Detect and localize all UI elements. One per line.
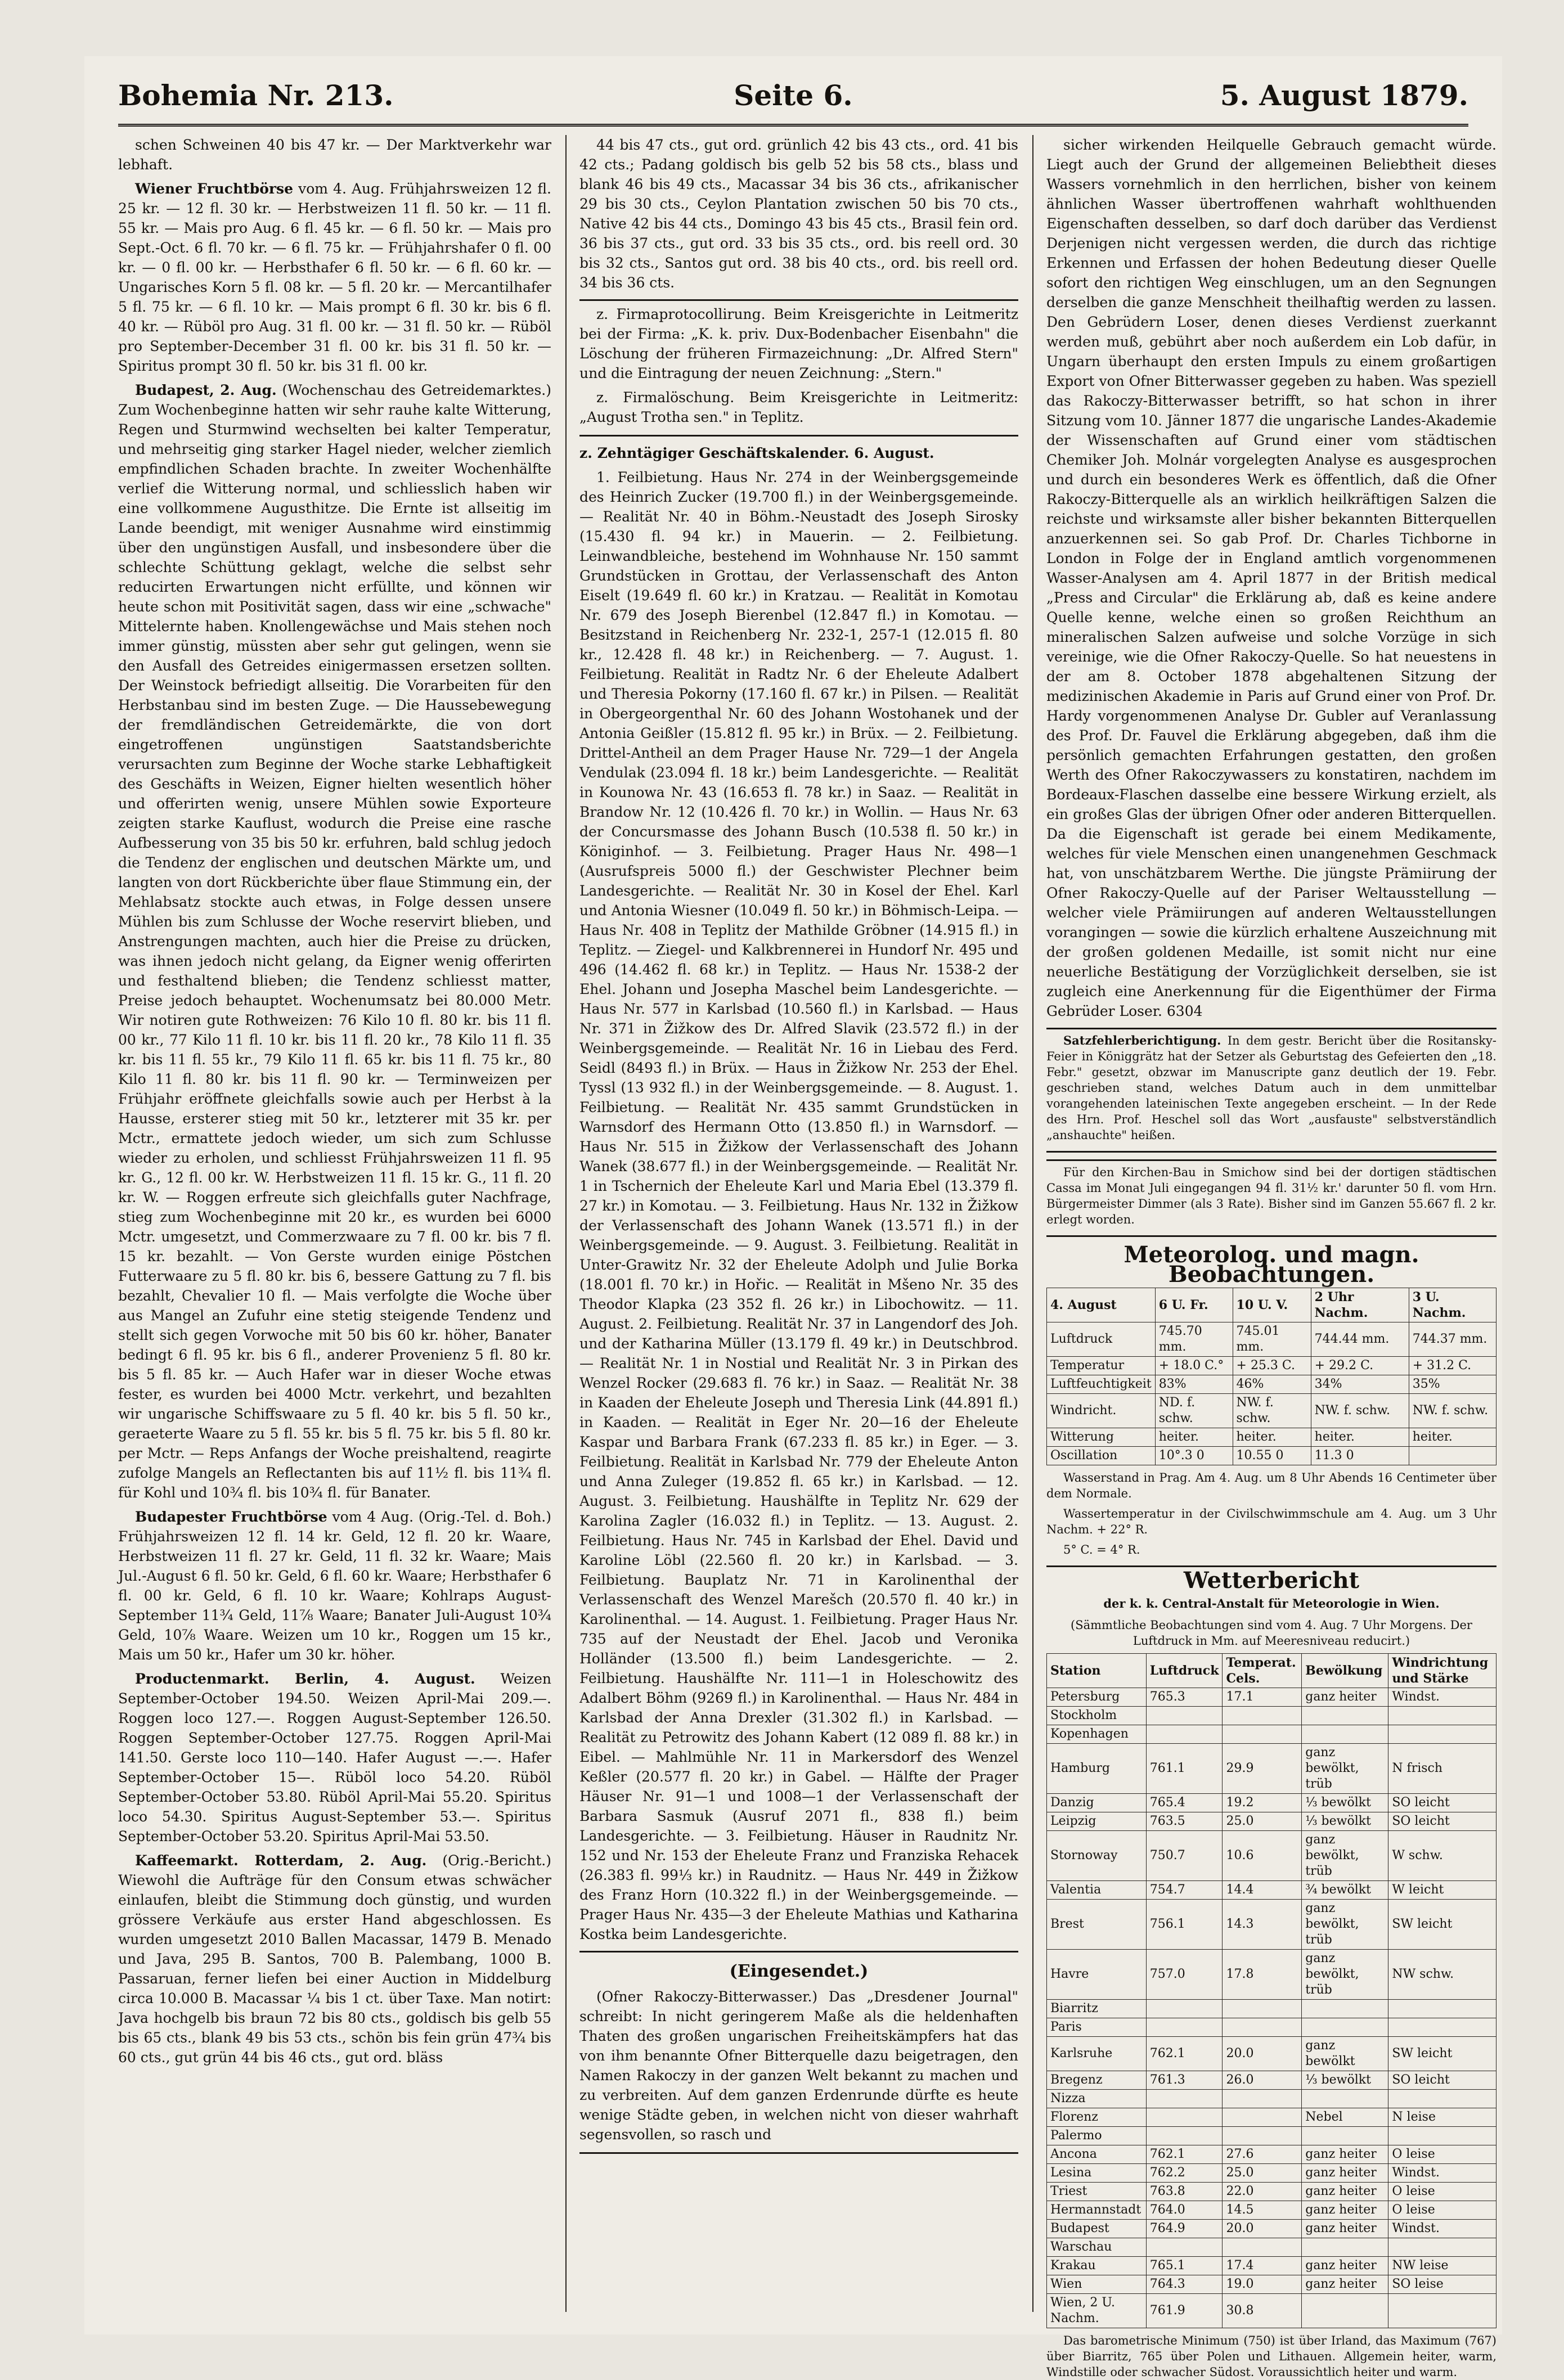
weather-cell: Bregenz xyxy=(1047,2071,1147,2090)
weather-cell xyxy=(1223,2000,1302,2018)
weather-cell xyxy=(1302,1707,1388,1725)
weather-cell: 19.2 xyxy=(1223,1794,1302,1812)
weather-cell: Hamburg xyxy=(1047,1744,1147,1794)
meteo-cell: + 25.3 C. xyxy=(1233,1357,1311,1375)
weather-cell: SO leicht xyxy=(1388,2071,1496,2090)
weather-report-title: Wetterbericht xyxy=(1046,1565,1496,1590)
table-row xyxy=(1047,1744,1496,1794)
weather-cell: 756.1 xyxy=(1146,1900,1223,1950)
table-row xyxy=(1047,2071,1496,2090)
table-header-cell: Station xyxy=(1047,1654,1147,1688)
table-row xyxy=(1047,2294,1496,2328)
column-1 xyxy=(118,135,551,2312)
weather-cell: 765.4 xyxy=(1146,1794,1223,1812)
weather-cell: Nebel xyxy=(1302,2108,1388,2127)
meteo-cell: 46% xyxy=(1233,1375,1311,1394)
table-row xyxy=(1047,1900,1496,1950)
weather-cell: Stockholm xyxy=(1047,1707,1147,1725)
table-row xyxy=(1047,2164,1496,2183)
erratum-title: Satzfehlerberichtigung. xyxy=(1063,1033,1221,1047)
meteo-cell: 35% xyxy=(1409,1375,1496,1394)
weather-cell: Florenz xyxy=(1047,2108,1147,2127)
calendar-body: 1. Feilbietung. Haus Nr. 274 in der Weinbergsgemeinde des Heinrich Zucker (19.700 fl.) in der Weinbergsgemeinde. — Realität Nr. 40 in Böhm.-Neustadt des Joseph Sirosky (15.430 fl. 94 kr.) in Mauerin. — 2. Feilbietung. Leinwandbleiche, bestehend im Wohnhause Nr. 150 sammt Grundstücken in Grottau, der Verlassenschaft des Anton Eiselt (19.649 fl. 60 kr.) in Kratzau. — Realität in Komotau Nr. 679 des Joseph Bierenbel (12.847 fl.) in Komotau. — Besitzstand in Reichenberg Nr. 232-1, 257-1 (12.015 fl. 80 kr., 12.428 fl. 48 kr.) in Reichenberg. — 7. August. 1. Feilbietung. Realität in Radtz Nr. 6 der Eheleute Adalbert und Theresia Pokorny (17.160 fl. 67 kr.) in Pilsen. — Realität in Obergeorgenthal Nr. 60 des Johann Wostohanek und der Antonia Geißler (15.812 fl. 95 kr.) in Brüx. — 2. Feilbietung. Drittel-Antheil an dem Prager Hause Nr. 729—1 der Angela Vendulak (23.094 fl. 18 kr.) beim Landesgerichte. — Realität in Kounowa Nr. 43 (16.653 fl. 78 kr.) in Saaz. — Realität in Brandow Nr. 12 (10.426 fl. 70 kr.) in Wollin. — Haus Nr. 63 der Concursmasse des Johann Busch (10.538 fl. 50 kr.) in Königinhof. — 3. Feilbietung. Prager Haus Nr. 498—1 (Ausrufspreis 5000 fl.) der Geschwister Plechner beim Landesgerichte. — Realität Nr. 30 in Kosel der Ehel. Karl und Antonia Wiesner (10.049 fl. 50 kr.) in Böhmisch-Leipa. — Haus Nr. 408 in Teplitz der Mathilde Gröbner (14.915 fl.) in Teplitz. — Ziegel- und Kalkbrennerei in Hundorf Nr. 495 und 496 (14.462 fl. 68 kr.) in Teplitz. — Haus Nr. 1538-2 der Ehel. Johann und Josepha Maschel beim Landesgerichte. — Haus Nr. 577 in Karlsbad (10.560 fl.) in Karlsbad. — Haus Nr. 371 in Žižkow des Dr. Alfred Slavik (23.572 fl.) in der Weinbergsgemeinde. — Realität Nr. 16 in Liebau des Ferd. Seidl (8493 fl.) in Brüx. — Haus in Žižkow Nr. 253 der Ehel. Tyssl (13 932 fl.) in der Weinbergsgemeinde. — 8. August. 1. Feilbietung. — Realität Nr. 435 sammt Grundstücken in Warnsdorf des Hermann Otto (13.850 fl.) in Warnsdorf. — Haus Nr. 515 in Žižkow der Verlassenschaft des Johann Wanek (38.677 fl.) in der Weinbergsgemeinde. — Realität Nr. 1 in Tschernich der Eheleute Karl und Maria Ebel (13.379 fl. 27 kr.) in Komotau. — 3. Feilbietung. Haus Nr. 132 in Žižkow der Verlassenschaft des Johann Wanek (13.571 fl.) in der Weinbergsgemeinde. — 9. August. 3. Feilbietung. Realität in Unter-Grawitz Nr. 32 der Eheleute Adolph und Julie Borka (18.001 fl. 70 kr.) in Hořic. — Realität in Mšeno Nr. 35 des Theodor Klapka (23 352 fl. 26 kr.) in Libochowitz. — 11. August. 2. Feilbietung. Realität Nr. 37 in Langendorf des Joh. und der Katharina Müller (13.179 fl. 49 kr.) in Deutschbrod. — Realität Nr. 1 in Nostial und Realität Nr. 3 in Pirkan des Wenzel Rocker (29.683 fl. 76 kr.) in Saaz. — Realität Nr. 38 in Kaaden der Eheleute Joseph und Theresia Link (44.891 fl.) in Kaaden. — Realität in Eger Nr. 20—16 der Eheleute Kaspar und Barbara Frank (67.233 fl. 85 kr.) in Eger. — 3. Feilbietung. Realität in Karlsbad Nr. 779 der Eheleute Anton und Anna Zuleger (19.852 fl. 65 kr.) in Karlsbad. — 12. August. 3. Feilbietung. Haushälfte in Teplitz Nr. 629 der Karolina Zagler (16.032 fl.) in Teplitz. — 13. August. 2. Feilbietung. Haus Nr. 745 in Karlsbad der Ehel. David und Karoline Löbl (22.560 fl. 20 kr.) in Karlsbad. — 3. Feilbietung. Bauplatz Nr. 71 in Karolinenthal der Verlassenschaft des Wenzel Marešch (20.570 fl. 40 kr.) in Karolinenthal. — 14. August. 1. Feilbietung. Prager Haus Nr. 735 auf der Neustadt der Ehel. Jacob und Veronika Holländer (13.500 fl.) beim Landesgerichte. — 2. Feilbietung. Haushälfte Nr. 111—1 in Holeschowitz des Adalbert Böhm (9269 fl.) in Karolinenthal. — Haus Nr. 484 in Karlsbad der Anna Drexler (31.302 fl.) in Karlsbad. — Realität zu Petrowitz des Johann Kabert (12 089 fl. 88 kr.) in Eibel. — Mahlmühle Nr. 11 in Markersdorf des Wenzel Keßler (20.577 fl. 20 kr.) in Gabel. — Hälfte der Prager Häuser Nr. 91—1 und 1008—1 der Verlassenschaft der Barbara Sasmuk (Ausruf 2071 fl., 838 fl.) beim Landesgerichte. — 3. Feilbietung. Häuser in Raudnitz Nr. 152 und Nr. 153 der Eheleute Franz und Franziska Rehacek (26.383 fl. 99⅓ kr.) in Raudnitz. — Haus Nr. 449 in Žižkow des Franz Horn (10.322 fl.) in der Weinbergsgemeinde. — Prager Haus Nr. 435—3 der Eheleute Mathias und Katharina Kostka beim Landesgerichte. xyxy=(579,469,1018,1942)
weather-cell: ganz heiter xyxy=(1302,2145,1388,2164)
article-budapest xyxy=(118,380,551,1502)
meteo-cell: heiter. xyxy=(1311,1428,1409,1447)
weather-cell: 757.0 xyxy=(1146,1950,1223,2000)
water-level: Wasserstand in Prag. Am 4. Aug. um 8 Uhr Abends 16 Centimeter über dem Normale. xyxy=(1046,1471,1496,1500)
weather-cell xyxy=(1302,1725,1388,1744)
table-row xyxy=(1047,1428,1496,1447)
weather-cell: Triest xyxy=(1047,2183,1147,2201)
meteo-cell: 745.01 mm. xyxy=(1233,1322,1311,1357)
meteo-cell: Witterung xyxy=(1047,1428,1156,1447)
weather-cell xyxy=(1223,2090,1302,2108)
weather-cell xyxy=(1388,2238,1496,2257)
table-header-cell: Luftdruck xyxy=(1146,1654,1223,1688)
weather-cell: Danzig xyxy=(1047,1794,1147,1812)
weather-cell: ganz heiter xyxy=(1302,2164,1388,2183)
article-title: Wiener Fruchtbörse xyxy=(135,181,294,197)
weather-cell: O leise xyxy=(1388,2201,1496,2220)
table-row xyxy=(1047,2037,1496,2071)
meteo-cell: Luftdruck xyxy=(1047,1322,1156,1357)
weather-cell: 764.3 xyxy=(1146,2275,1223,2294)
weather-cell: Windst. xyxy=(1388,2164,1496,2183)
article-title: Productenmarkt. Berlin, 4. August. xyxy=(135,1671,475,1687)
article-body: vom 4. Aug. Frühjahrsweizen 12 fl. 25 kr. — 12 fl. 30 kr. — Herbstweizen 11 fl. 50 kr. — 11 fl. 55 kr. — Mais pro Aug. 6 fl. 45 kr. — 6 fl. 50 kr. — Mais pro Sept.-Oct. 6 fl. 70 kr. — 6 fl. 75 kr. — Frühjahrshafer 0 fl. 00 kr. — 0 fl. 00 kr. — Herbsthafer 6 fl. 50 kr. — 6 fl. 60 kr. — Ungarisches Korn 5 fl. 08 kr. — 5 fl. 20 kr. — Mercantilhafer 5 fl. 75 kr. — 6 fl. 10 kr. — Mais prompt 6 fl. 30 kr. bis 6 fl. 40 kr. — Rüböl pro Aug. 31 fl. 00 kr. — 31 fl. 50 kr. — Rüböl pro September-December 31 fl. 00 kr. bis 31 fl. 50 kr. — Spiritus prompt 30 fl. 50 kr. bis 31 fl. 00 kr. xyxy=(118,181,551,374)
weather-cell: Stornoway xyxy=(1047,1831,1147,1881)
weather-cell: 765.1 xyxy=(1146,2257,1223,2275)
weather-cell: Paris xyxy=(1047,2018,1147,2037)
meteo-header-row xyxy=(1047,1288,1496,1322)
meteo-cell: heiter. xyxy=(1233,1428,1311,1447)
weather-cell: N leise xyxy=(1388,2108,1496,2127)
weather-cell: Palermo xyxy=(1047,2127,1147,2145)
meteo-cell: + 18.0 C.° xyxy=(1155,1357,1233,1375)
weather-cell: Warschau xyxy=(1047,2238,1147,2257)
meteo-cell: 34% xyxy=(1311,1375,1409,1394)
weather-cell xyxy=(1302,2018,1388,2037)
weather-cell: N frisch xyxy=(1388,1744,1496,1794)
weather-cell xyxy=(1302,2127,1388,2145)
erratum xyxy=(1046,1033,1496,1143)
meteo-table xyxy=(1046,1288,1496,1465)
table-row xyxy=(1047,2275,1496,2294)
meteo-cell: Temperatur xyxy=(1047,1357,1156,1375)
weather-cell xyxy=(1146,2000,1223,2018)
weather-cell: ganz heiter xyxy=(1302,1688,1388,1707)
weather-cell: 30.8 xyxy=(1223,2294,1302,2328)
page-number: Seite 6. xyxy=(734,79,853,112)
column-rule xyxy=(1032,135,1033,2312)
weather-cell: ganz heiter xyxy=(1302,2220,1388,2238)
weather-cell: SW leicht xyxy=(1388,2037,1496,2071)
article-berlin xyxy=(118,1669,551,1846)
meteo-cell: Luftfeuchtigkeit xyxy=(1047,1375,1156,1394)
weather-cell: 14.5 xyxy=(1223,2201,1302,2220)
weather-cell xyxy=(1146,2018,1223,2037)
weather-cell: 17.8 xyxy=(1223,1950,1302,2000)
paper-title: Bohemia Nr. 213. xyxy=(118,79,394,112)
kaffee-continued: 44 bis 47 cts., gut ord. grünlich 42 bis 43 cts., ord. 41 bis 42 cts.; Padang goldisch bis gelb 52 bis 58 cts., blass und blank 46 bis 49 cts., Macassar 34 bis 36 cts., afrikanischer 29 bis 30 cts., Ceylon Plantation zwischen 50 bis 70 cts., Native 42 bis 44 cts., Domingo 43 bis 45 cts., Brasil fein ord. 36 bis 37 cts., gut ord. 33 bis 35 cts., ord. bis reell ord. 30 bis 32 cts., Santos gut ord. 38 bis 40 cts., ord. bis reell ord. 34 bis 36 cts. xyxy=(579,137,1018,291)
weather-cell: Windst. xyxy=(1388,1688,1496,1707)
column-rule xyxy=(565,135,567,2312)
table-row xyxy=(1047,1812,1496,1831)
table-row xyxy=(1047,2220,1496,2238)
weather-header-row xyxy=(1047,1654,1496,1688)
weather-cell xyxy=(1388,2127,1496,2145)
meteo-cell: 744.44 mm. xyxy=(1311,1322,1409,1357)
weather-cell xyxy=(1146,1707,1223,1725)
table-header-cell: 4. August xyxy=(1047,1288,1156,1322)
weather-cell: 762.1 xyxy=(1146,2145,1223,2164)
weather-cell xyxy=(1388,2294,1496,2328)
weather-report-note: (Sämmtliche Beobachtungen sind vom 4. Aug. 7 Uhr Morgens. Der Luftdruck in Mm. auf Meeresniveau reducirt.) xyxy=(1071,1618,1472,1648)
meteo-cell: 745.70 mm. xyxy=(1155,1322,1233,1357)
weather-cell: ganz heiter xyxy=(1302,2257,1388,2275)
weather-cell: 26.0 xyxy=(1223,2071,1302,2090)
weather-cell: 761.3 xyxy=(1146,2071,1223,2090)
meteo-cell: 10°.3 0 xyxy=(1155,1447,1233,1465)
weather-cell: 762.1 xyxy=(1146,2037,1223,2071)
table-row xyxy=(1047,1357,1496,1375)
weather-cell: 20.0 xyxy=(1223,2037,1302,2071)
meteo-cell: heiter. xyxy=(1155,1428,1233,1447)
meteo-cell: NW. f. schw. xyxy=(1311,1394,1409,1428)
weather-cell: 29.9 xyxy=(1223,1744,1302,1794)
weather-cell: ⅓ bewölkt xyxy=(1302,1812,1388,1831)
weather-cell: Wien, 2 U. Nachm. xyxy=(1047,2294,1147,2328)
table-header-cell: 10 U. V. xyxy=(1233,1288,1311,1322)
meteo-cell: heiter. xyxy=(1409,1428,1496,1447)
church-notice-box xyxy=(1046,1159,1496,1237)
weather-cell: Valentia xyxy=(1047,1881,1147,1900)
weather-cell xyxy=(1223,2127,1302,2145)
article-kaffee xyxy=(118,1851,551,2067)
table-row xyxy=(1047,2257,1496,2275)
meteo-cell: 744.37 mm. xyxy=(1409,1322,1496,1357)
weather-cell: Brest xyxy=(1047,1900,1147,1950)
weather-cell: 20.0 xyxy=(1223,2220,1302,2238)
meteo-title: Meteorolog. und magn. Beobachtungen. xyxy=(1123,1241,1419,1288)
weather-cell xyxy=(1146,1725,1223,1744)
weather-cell: ganz bewölkt xyxy=(1302,2037,1388,2071)
weather-cell xyxy=(1388,2018,1496,2037)
weather-cell: SO leicht xyxy=(1388,1794,1496,1812)
weather-cell: Havre xyxy=(1047,1950,1147,2000)
weather-cell: Biarritz xyxy=(1047,2000,1147,2018)
table-header-cell: 3 U. Nachm. xyxy=(1409,1288,1496,1322)
weather-cell: 750.7 xyxy=(1146,1831,1223,1881)
eingesendet-title: (Eingesendet.) xyxy=(729,1961,869,1981)
weather-cell: 764.0 xyxy=(1146,2201,1223,2220)
weather-cell xyxy=(1223,2018,1302,2037)
meteo-cell: + 31.2 C. xyxy=(1409,1357,1496,1375)
weather-cell: 761.1 xyxy=(1146,1744,1223,1794)
weather-cell: ⅓ bewölkt xyxy=(1302,2071,1388,2090)
weather-cell: 765.3 xyxy=(1146,1688,1223,1707)
weather-cell: 763.8 xyxy=(1146,2183,1223,2201)
erratum-body: In dem gestr. Bericht über die Rositansky-Feier in Königgrätz hat der Setzer als Geburtstag des Gefeierten den „18. Febr." gesetzt, obzwar im Manuscripte ganz deutlich der 19. Febr. geschrieben stand, welches Datum auch in dem unmittelbar vorangehenden lateinischen Texte angegeben erscheint. — In der Rede des Hrn. Prof. Heschel soll das Wort „ausfauste" selbstverständlich „anshauchte" heißen. xyxy=(1046,1034,1496,1142)
article-title: Kaffeemarkt. Rotterdam, 2. Aug. xyxy=(135,1852,427,1869)
weather-cell xyxy=(1146,2108,1223,2127)
firma-notices xyxy=(579,299,1018,437)
meteo-cell xyxy=(1409,1447,1496,1465)
meteo-cell: Windricht. xyxy=(1047,1394,1156,1428)
weather-cell: Krakau xyxy=(1047,2257,1147,2275)
article-wien xyxy=(118,179,551,376)
table-row xyxy=(1047,2000,1496,2018)
weather-summary: Das barometrische Minimum (750) ist über Irland, das Maximum (767) über Biarritz, 765 über Polen und Lithauen. Allgemein heiter, warm, Windstille oder schwacher Südost. Voraussichtlich heiter und warm. xyxy=(1046,2334,1496,2379)
masthead xyxy=(118,73,1468,127)
table-row xyxy=(1047,1831,1496,1881)
weather-cell: SO leicht xyxy=(1388,1812,1496,1831)
table-row xyxy=(1047,1725,1496,1744)
table-row xyxy=(1047,2018,1496,2037)
weather-cell: ¾ bewölkt xyxy=(1302,1881,1388,1900)
newspaper-page xyxy=(84,56,1502,2379)
weather-cell: ganz heiter xyxy=(1302,2201,1388,2220)
water-temp: Wassertemperatur in der Civilschwimmschule am 4. Aug. um 3 Uhr Nachm. + 22° R. xyxy=(1046,1507,1496,1536)
weather-report-subtitle: der k. k. Central-Anstalt für Meteorologie in Wien. xyxy=(1103,1596,1440,1610)
firma-deletion: z. Firmalöschung. Beim Kreisgerichte in Leitmeritz: „August Trotha sen." in Teplitz. xyxy=(579,389,1018,425)
weather-cell: Petersburg xyxy=(1047,1688,1147,1707)
issue-date: 5. August 1879. xyxy=(1220,79,1468,112)
table-row xyxy=(1047,2090,1496,2108)
church-notice: Für den Kirchen-Bau in Smichow sind bei der dortigen städtischen Cassa im Monat Juli eingegangen 94 fl. 31½ kr.' darunter 50 fl. vom Hrn. Bürgermeister Dimmer (als 3 Rate). Bisher sind im Ganzen 55.667 fl. 2 kr. erlegt worden. xyxy=(1046,1166,1496,1226)
table-row xyxy=(1047,2183,1496,2201)
weather-cell: ganz bewölkt, trüb xyxy=(1302,1831,1388,1881)
weather-cell: Ancona xyxy=(1047,2145,1147,2164)
column-3 xyxy=(1046,135,1496,2379)
weather-cell: 763.5 xyxy=(1146,1812,1223,1831)
weather-cell xyxy=(1302,2238,1388,2257)
weather-cell: W schw. xyxy=(1388,1831,1496,1881)
weather-cell xyxy=(1223,1725,1302,1744)
meteo-cell: 11.3 0 xyxy=(1311,1447,1409,1465)
weather-cell xyxy=(1146,2238,1223,2257)
table-row xyxy=(1047,1688,1496,1707)
weather-cell: 754.7 xyxy=(1146,1881,1223,1900)
meteo-cell: ND. f. schw. xyxy=(1155,1394,1233,1428)
weather-cell: SW leicht xyxy=(1388,1900,1496,1950)
weather-cell: Leipzig xyxy=(1047,1812,1147,1831)
weather-cell: 17.4 xyxy=(1223,2257,1302,2275)
table-header-cell: 6 U. Fr. xyxy=(1155,1288,1233,1322)
weather-cell xyxy=(1146,2127,1223,2145)
weather-cell xyxy=(1223,2238,1302,2257)
weather-cell xyxy=(1146,2090,1223,2108)
calendar-title: z. Zehntägiger Geschäftskalender. 6. August. xyxy=(579,445,934,461)
weather-cell: Budapest xyxy=(1047,2220,1147,2238)
firma-protocol: z. Firmaprotocollirung. Beim Kreisgerichte in Leitmeritz bei der Firma: „K. k. priv. Dux-Bodenbacher Eisenbahn" die Löschung der früheren Firmazeichnung: „Dr. Alfred Stern" und die Eintragung der neuen Zeichnung: „Stern." xyxy=(579,306,1018,381)
table-row xyxy=(1047,2108,1496,2127)
weather-cell xyxy=(1302,2000,1388,2018)
meteo-cell: NW. f. schw. xyxy=(1409,1394,1496,1428)
article-body: vom 4 Aug. (Orig.-Tel. d. Boh.) Frühjahrsweizen 12 fl. 14 kr. Geld, 12 fl. 20 kr. Waare, Herbstweizen 11 fl. 27 kr. Geld, 11 fl. 32 kr. Waare; Mais Jul.-August 6 fl. 50 kr. Geld, 6 fl. 60 kr. Waare; Herbsthafer 6 fl. 00 kr. Geld, 6 fl. 10 kr. Waare; Kohlraps August-September 11¾ Geld, 11⅞ Waare; Banater Juli-August 10¾ Geld, 10⅞ Waare. Weizen um 10 kr., Roggen um 15 kr., Mais um 50 kr., Hafer um 30 kr. höher. xyxy=(118,1509,551,1663)
weather-cell: NW schw. xyxy=(1388,1950,1496,2000)
table-row xyxy=(1047,1794,1496,1812)
weather-cell: 762.2 xyxy=(1146,2164,1223,2183)
weather-cell: Windst. xyxy=(1388,2220,1496,2238)
weather-cell: NW leise xyxy=(1388,2257,1496,2275)
weather-cell: ganz heiter xyxy=(1302,2183,1388,2201)
meteo-cell: + 29.2 C. xyxy=(1311,1357,1409,1375)
weather-cell: Lesina xyxy=(1047,2164,1147,2183)
table-header-cell: Windrichtung und Stärke xyxy=(1388,1654,1496,1688)
weather-cell: Hermannstadt xyxy=(1047,2201,1147,2220)
eingesendet-body: (Ofner Rakoczy-Bitterwasser.) Das „Dresdener Journal" schreibt: In nicht geringerem Maße als die heldenhaften Thaten des großen ungarischen Freiheitskämpfers hat das von ihm benannte Ofner Bitterquelle dazu beigetragen, den Namen Rakoczy in der ganzen Welt bekannt zu machen und zu verbreiten. Auf dem ganzen Erdenrunde dürfte es heute wenige Städte geben, in welchen nicht von dieser wahrhaft segensvollen, so rasch und xyxy=(579,1988,1018,2143)
weather-cell: Karlsruhe xyxy=(1047,2037,1147,2071)
weather-cell xyxy=(1223,2108,1302,2127)
meteo-cell: NW. f. schw. xyxy=(1233,1394,1311,1428)
weather-cell: ganz bewölkt, trüb xyxy=(1302,1950,1388,2000)
table-row xyxy=(1047,2145,1496,2164)
weather-cell: Nizza xyxy=(1047,2090,1147,2108)
weather-cell: ganz heiter xyxy=(1302,2275,1388,2294)
table-row xyxy=(1047,1322,1496,1357)
table-row xyxy=(1047,2238,1496,2257)
weather-cell: O leise xyxy=(1388,2183,1496,2201)
weather-cell xyxy=(1388,1707,1496,1725)
weather-cell: O leise xyxy=(1388,2145,1496,2164)
weather-cell: 19.0 xyxy=(1223,2275,1302,2294)
weather-cell: 27.6 xyxy=(1223,2145,1302,2164)
erratum-box xyxy=(1046,1028,1496,1153)
weather-table xyxy=(1046,1653,1496,2328)
weather-cell: 14.3 xyxy=(1223,1900,1302,1950)
conversion-note: 5° C. = 4° R. xyxy=(1063,1543,1140,1556)
table-row xyxy=(1047,1447,1496,1465)
weather-cell: Kopenhagen xyxy=(1047,1725,1147,1744)
weather-cell: ganz bewölkt, trüb xyxy=(1302,1900,1388,1950)
weather-cell: ⅓ bewölkt xyxy=(1302,1794,1388,1812)
weather-cell xyxy=(1223,1707,1302,1725)
intro-text: schen Schweinen 40 bis 47 kr. — Der Marktverkehr war lebhaft. xyxy=(118,137,551,173)
table-row xyxy=(1047,1881,1496,1900)
article-body: (Wochenschau des Getreidemarktes.) Zum Wochenbeginne hatten wir sehr rauhe kalte Witterung, Regen und Sturmwind wechselten bei kalter Temperatur, und mehrseitig ging starker Hagel nieder, welcher ziemlich empfindlichen Schaden brachte. In zweiter Wochenhälfte verlief die Witterung normal, und schliesslich haben wir eine vollkommene Augusthitze. Die Ernte ist allseitig im Lande beendigt, mit weniger Ausnahme wird einstimmig über den ungünstigen Ausfall, und insbesondere über die schlechte Schüttung geklagt, welche die selbst sehr reducirten Erwartungen nicht erfüllte, und können wir heute schon mit Positivität sagen, dass wir eine „schwache" Mittelernte haben. Knollengewächse und Mais stehen noch immer günstig, müssten aber sehr gut gelingen, wenn sie den Ausfall des Getreides einigermassen ersetzen sollten. Der Weinstock befriedigt allseitig. Die Vorarbeiten für den Herbstanbau sind im besten Zuge. — Die Haussebewegung der fremdländischen Getreidemärkte, die von dort eingetroffenen ungünstigen Saatstandsberichte verursachten zum Beginne der Woche starke Lebhaftigkeit des Geschäfts in Weizen, Eigner hielten wesentlich höher und offerirten wenig, unsere Mühlen sowie Exporteure zeigten starke Kauflust, wodurch die Preise eine rasche Aufbesserung von 35 bis 50 kr. erfuhren, bald schlug jedoch die Tendenz der englischen und deutschen Märkte um, und langten von dort Rückberichte über flaue Stimmung ein, der Mehlabsatz stockte auch etwas, in Folge dessen unsere Mühlen bis zum Schlusse der Woche reservirt blieben, und Anstrengungen machten, auch hier die Preise zu drücken, was ihnen jedoch nicht gelang, da Eigner wenig offerirten und festhaltend blieben; die Tendenz schliesst matter, Preise jedoch behauptet. Wochenumsatz bei 80.000 Metr. Wir notiren gute Rothweizen: 76 Kilo 10 fl. 80 kr. bis 11 fl. 00 kr., 77 Kilo 11 fl. 10 kr. bis 11 fl. 20 kr., 78 Kilo 11 fl. 35 kr. bis 11 fl. 55 kr., 79 Kilo 11 fl. 65 kr. bis 11 fl. 75 kr., 80 Kilo 11 fl. 80 kr. bis 11 fl. 90 kr. — Terminweizen per Frühjahr eröffnete gleichfalls sowie auch per Herbst à la Hausse, ersterer stieg mit 50 kr., letzterer mit 35 kr. per Mctr., ermattete jedoch wieder, um sich zum Schlusse wieder zu erholen, und schliesst Frühjahrsweizen 11 fl. 95 kr. G., 12 fl. 00 kr. W. Herbstweizen 11 fl. 15 kr. G., 11 fl. 20 kr. W. — Roggen erfreute sich gleichfalls guter Nachfrage, stieg zum Wochenbeginne mit 20 kr., es wurden bei 6000 Mctr. umgesetzt, und Commerzwaare zu 7 fl. 00 kr. bis 7 fl. 15 kr. bezahlt. — Von Gerste wurden einige Pöstchen Futterwaare zu 5 fl. 80 kr. bis 6, bessere Gattung zu 7 fl. bis bezahlt, Chevalier 10 fl. — Mais verfolgte die Woche über aus Mangel an Zufuhr eine stetig steigende Tendenz und stellt sich gegen Vorwoche mit 50 bis 60 kr. höher, Banater bedingt 6 fl. 95 kr. bis 6 fl., anderer Provenienz 5 fl. 80 kr. bis 5 fl. 85 kr. — Auch Hafer war in dieser Woche etwas fester, es wurden bei 4000 Mctr. verkehrt, und bezahlten wir ungarische Schiffswaare zu 5 fl. 40 kr. bis 5 fl. 50 kr., geraeterte Waare zu 5 fl. 55 kr. bis 5 fl. 75 kr. bis 5 fl. 80 kr. per Mctr. — Reps Anfangs der Woche preishaltend, reagirte zufolge Mangels an Reflectanten bis auf 11½ fl. bis 11¾ fl. für Kohl und 10¾ fl. bis 10¾ fl. für Banater. xyxy=(118,382,551,1501)
weather-cell: Wien xyxy=(1047,2275,1147,2294)
table-row xyxy=(1047,1375,1496,1394)
table-header-cell: Temperat. Cels. xyxy=(1223,1654,1302,1688)
article-title: Budapest, 2. Aug. xyxy=(135,382,277,398)
article-body: (Orig.-Bericht.) Wiewohl die Aufträge für den Consum etwas schwächer einlaufen, bleibt die Stimmung doch günstig, und wurden grössere Verkäufe aus erster Hand abgeschlossen. Es wurden umgesetzt 2010 Ballen Macassar, 1479 B. Menado und Java, 295 B. Santos, 700 B. Palembang, 1000 B. Passaruan, ferner liefen bei einer Auction in Middelburg circa 10.000 B. Macassar ¼ bis 1 ct. über Taxe. Man notirt: Java hochgelb bis braun 72 bis 80 cts., goldisch bis gelb 55 bis 65 cts., blank 49 bis 53 cts., schön bis fein grün 47¾ bis 60 cts., gut grün 44 bis 46 cts., gut ord. bläss xyxy=(118,1852,551,2066)
table-header-cell: Bewölkung xyxy=(1302,1654,1388,1688)
weather-cell: SO leise xyxy=(1388,2275,1496,2294)
table-row xyxy=(1047,1394,1496,1428)
weather-cell xyxy=(1388,1725,1496,1744)
table-row xyxy=(1047,1707,1496,1725)
eingesendet-box xyxy=(579,1951,1018,2154)
weather-cell: 25.0 xyxy=(1223,2164,1302,2183)
weather-cell: 17.1 xyxy=(1223,1688,1302,1707)
meteo-cell: 83% xyxy=(1155,1375,1233,1394)
weather-cell xyxy=(1302,2090,1388,2108)
weather-cell: 14.4 xyxy=(1223,1881,1302,1900)
meteo-cell: 10.55 0 xyxy=(1233,1447,1311,1465)
weather-cell: ganz bewölkt, trüb xyxy=(1302,1744,1388,1794)
column-2 xyxy=(579,135,1018,2312)
table-row xyxy=(1047,2201,1496,2220)
article-title: Budapester Fruchtbörse xyxy=(135,1509,327,1525)
table-row xyxy=(1047,1950,1496,2000)
weather-cell: 761.9 xyxy=(1146,2294,1223,2328)
eingesendet-continued: sicher wirkenden Heilquelle Gebrauch gemacht würde. Liegt auch der Grund der allgemeinen Beliebtheit dieses Wassers vornehmlich in den herrlichen, bisher von keinem ähnlichen Wasser übertroffenen wahrhaft wohlthuenden Eigenschaften desselben, so darf doch darüber das Verdienst Derjenigen nicht vergessen werden, die durch das richtige Erkennen und Erfassen der hohen Bedeutung dieser Quelle sofort den richtigen Weg einschlugen, um an den Segnungen derselben die ganze Menschheit theilhaftig werden zu lassen. Den Gebrüdern Loser, denen dieses Verdienst zuerkannt werden muß, gebührt aber noch außerdem ein Lob dafür, in Ungarn überhaupt den ersten Impuls zu einem großartigen Export von Ofner Bitterwasser gegeben zu haben. Was speziell das Rakoczy-Bitterwasser betrifft, so hat schon in ihrer Sitzung vom 10. Jänner 1877 die ungarische Landes-Akademie der Wissenschaften auf Grund einer vom städtischen Chemiker Joh. Molnár vorgelegten Analyse es ausgesprochen und durch ein besonderes Werk es öffentlich, daß die Ofner Rakoczy-Bitterquelle als an wirklich heilkräftigen Salzen die reichste und wirksamste aller bisher bekannten Bitterquellen anzuerkennen sei. So gab Prof. Dr. Charles Tichborne in London in Folge der in England amtlich vorgenommenen Wasser-Analysen am 4. April 1877 in der British medical „Press and Circular" die Erklärung ab, daß es keine andere Quelle kenne, welche einen so großen Reichthum an mineralischen Salzen aufweise und solche Vorzüge in sich vereinige, wie die Ofner Rakoczy-Quelle. So hat neuestens in der am 8. October 1878 abgehaltenen Sitzung der medizinischen Akademie in Paris auf Grund einer von Prof. Dr. Hardy vorgenommenen Analyse Dr. Gubler auf Veranlassung des Prof. Dr. Fauvel die Erklärung abgegeben, daß ihm die persönlich gemachten Erfahrungen gestatten, den großen Werth des Ofner Rakoczywassers zu konstatiren, nachdem im Bordeaux-Flaschen dasselbe eine bessere Wirkung erzielt, als ein großes Glas der übrigen Ofner oder anderen Bitterquellen. Da die Eigenschaft ist gerade bei einem Medikamente, welches für viele Menschen einen unangenehmen Geschmack hat, von unschätzbarem Werthe. Die jüngste Prämiirung der Ofner Rakoczy-Quelle auf der Pariser Weltausstellung — welcher viele Prämiirungen auf anderen Weltausstellungen vorangingen — sowie die kürzlich erhaltene Auszeichnung mit der großen goldenen Medaille, ist somit nicht nur eine neuerliche Bestätigung der Vorzüglichkeit derselben, sie ist zugleich eine Anerkennung für die Eigenthümer der Firma Gebrüder Loser. 6304 xyxy=(1046,137,1496,1019)
article-body: Weizen September-October 194.50. Weizen April-Mai 209.—. Roggen loco 127.—. Roggen August-September 126.50. Roggen September-October 127.75. Roggen April-Mai 141.50. Gerste loco 110—140. Hafer August —.—. Hafer September-October 15—. Rüböl loco 54.20. Rüböl September-October 53.80. Rüböl April-Mai 55.20. Spiritus loco 54.30. Spiritus August-September 53.—. Spiritus September-October 53.20. Spiritus April-Mai 53.50. xyxy=(118,1671,551,1844)
weather-cell: 22.0 xyxy=(1223,2183,1302,2201)
weather-cell: W leicht xyxy=(1388,1881,1496,1900)
meteo-cell: Oscillation xyxy=(1047,1447,1156,1465)
weather-cell xyxy=(1388,2090,1496,2108)
weather-cell xyxy=(1388,2000,1496,2018)
weather-cell: 25.0 xyxy=(1223,1812,1302,1831)
table-header-cell: 2 Uhr Nachm. xyxy=(1311,1288,1409,1322)
article-bp-fruchtboerse xyxy=(118,1507,551,1664)
weather-cell xyxy=(1302,2294,1388,2328)
table-row xyxy=(1047,2127,1496,2145)
weather-cell: 10.6 xyxy=(1223,1831,1302,1881)
weather-cell: 764.9 xyxy=(1146,2220,1223,2238)
